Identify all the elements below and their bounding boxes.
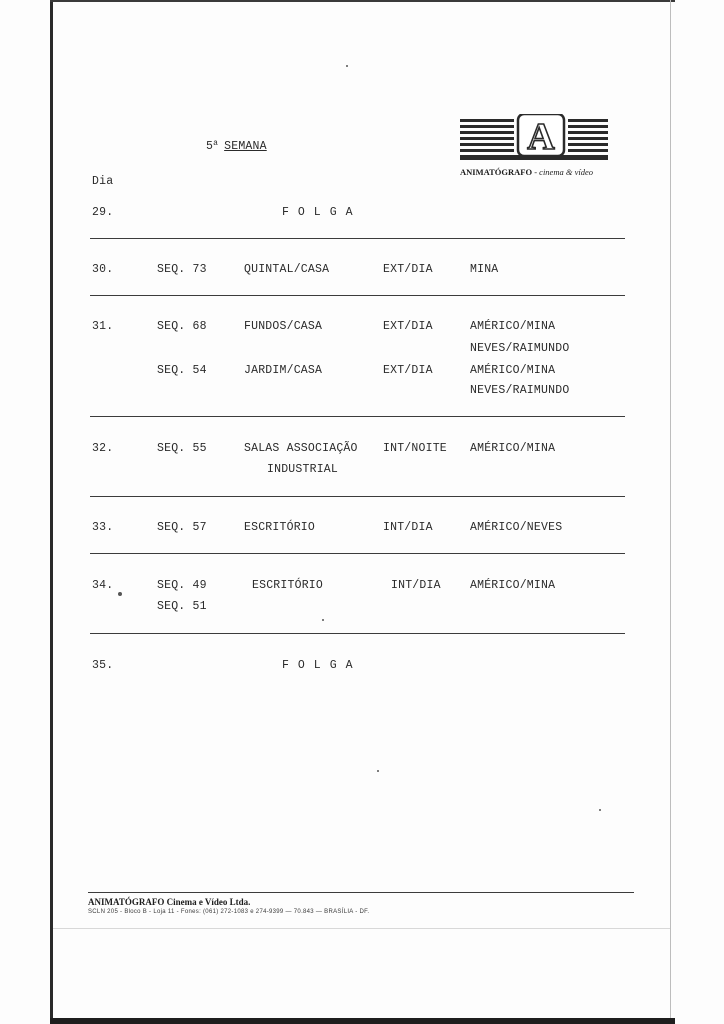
- scan-speck: [599, 809, 601, 811]
- scene-setting: INT/DIA: [391, 579, 441, 592]
- scene-location: ESCRITÓRIO: [252, 579, 324, 592]
- scene-setting: EXT/DIA: [383, 364, 433, 377]
- scan-edge-bottom: [50, 1018, 675, 1024]
- animatografo-logo: [460, 114, 608, 164]
- day-number: 34.: [92, 579, 114, 592]
- cast-names: AMÉRICO/MINA: [470, 442, 556, 455]
- week-number: 5: [206, 140, 214, 153]
- row-divider: [90, 633, 625, 634]
- scan-speck: [322, 619, 324, 621]
- row-divider: [90, 553, 625, 554]
- scene-location: FUNDOS/CASA: [244, 320, 323, 333]
- row-divider: [90, 295, 625, 296]
- row-divider: [90, 496, 625, 497]
- week-label: SEMANA: [224, 140, 267, 153]
- logo-caption: [460, 167, 593, 177]
- day-number: 29.: [92, 206, 114, 219]
- day-number: 32.: [92, 442, 114, 455]
- cast-names: AMÉRICO/MINA: [470, 320, 556, 333]
- sequence-number: SEQ. 54: [157, 364, 207, 377]
- cast-names: MINA: [470, 263, 499, 276]
- logo-letter: A: [527, 116, 555, 158]
- sequence-number: SEQ. 73: [157, 263, 207, 276]
- scene-location-continued: INDUSTRIAL: [267, 463, 339, 476]
- scene-setting: EXT/DIA: [383, 263, 433, 276]
- folga-label: FOLGA: [282, 206, 362, 219]
- day-number: 35.: [92, 659, 114, 672]
- scan-speck: [346, 65, 348, 67]
- scan-speck: [377, 770, 379, 772]
- scene-location: QUINTAL/CASA: [244, 263, 330, 276]
- sequence-number: SEQ. 57: [157, 521, 207, 534]
- scene-setting: INT/DIA: [383, 521, 433, 534]
- week-title: [206, 139, 267, 153]
- scan-edge-top: [50, 0, 675, 2]
- row-divider: [90, 238, 625, 239]
- cast-names: NEVES/RAIMUNDO: [470, 384, 570, 397]
- row-divider: [90, 416, 625, 417]
- scene-location: JARDIM/CASA: [244, 364, 323, 377]
- footer-address: SCLN 205 - Bloco B - Loja 11 - Fones: (061) 272-1083 e 274-9399 — 70.843 — BRASÍLIA - DF.: [88, 909, 370, 915]
- week-number-suffix: a: [213, 139, 219, 148]
- paper-fold-line: [53, 928, 670, 929]
- day-number: 31.: [92, 320, 114, 333]
- cast-names: NEVES/RAIMUNDO: [470, 342, 570, 355]
- footer-divider: [88, 892, 634, 893]
- sequence-number: SEQ. 49: [157, 579, 207, 592]
- sequence-number: SEQ. 68: [157, 320, 207, 333]
- folga-label: FOLGA: [282, 659, 362, 672]
- scan-speck: [118, 592, 122, 596]
- cast-names: AMÉRICO/MINA: [470, 579, 556, 592]
- footer-company-name: ANIMATÓGRAFO Cinema e Vídeo Ltda.: [88, 897, 251, 907]
- scan-edge-right: [670, 0, 671, 1024]
- scene-location: ESCRITÓRIO: [244, 521, 316, 534]
- day-number: 30.: [92, 263, 114, 276]
- scene-location: SALAS ASSOCIAÇÃO: [244, 442, 358, 455]
- sequence-number: SEQ. 51: [157, 600, 207, 613]
- scan-edge-left: [50, 0, 53, 1024]
- sequence-number: SEQ. 55: [157, 442, 207, 455]
- cast-names: AMÉRICO/NEVES: [470, 521, 563, 534]
- scene-setting: INT/NOITE: [383, 442, 447, 455]
- day-column-header: Dia: [92, 175, 114, 188]
- logo-tagline: - cinema & vídeo: [534, 167, 593, 177]
- day-number: 33.: [92, 521, 114, 534]
- cast-names: AMÉRICO/MINA: [470, 364, 556, 377]
- logo-brand: ANIMATÓGRAFO: [460, 167, 533, 177]
- scene-setting: EXT/DIA: [383, 320, 433, 333]
